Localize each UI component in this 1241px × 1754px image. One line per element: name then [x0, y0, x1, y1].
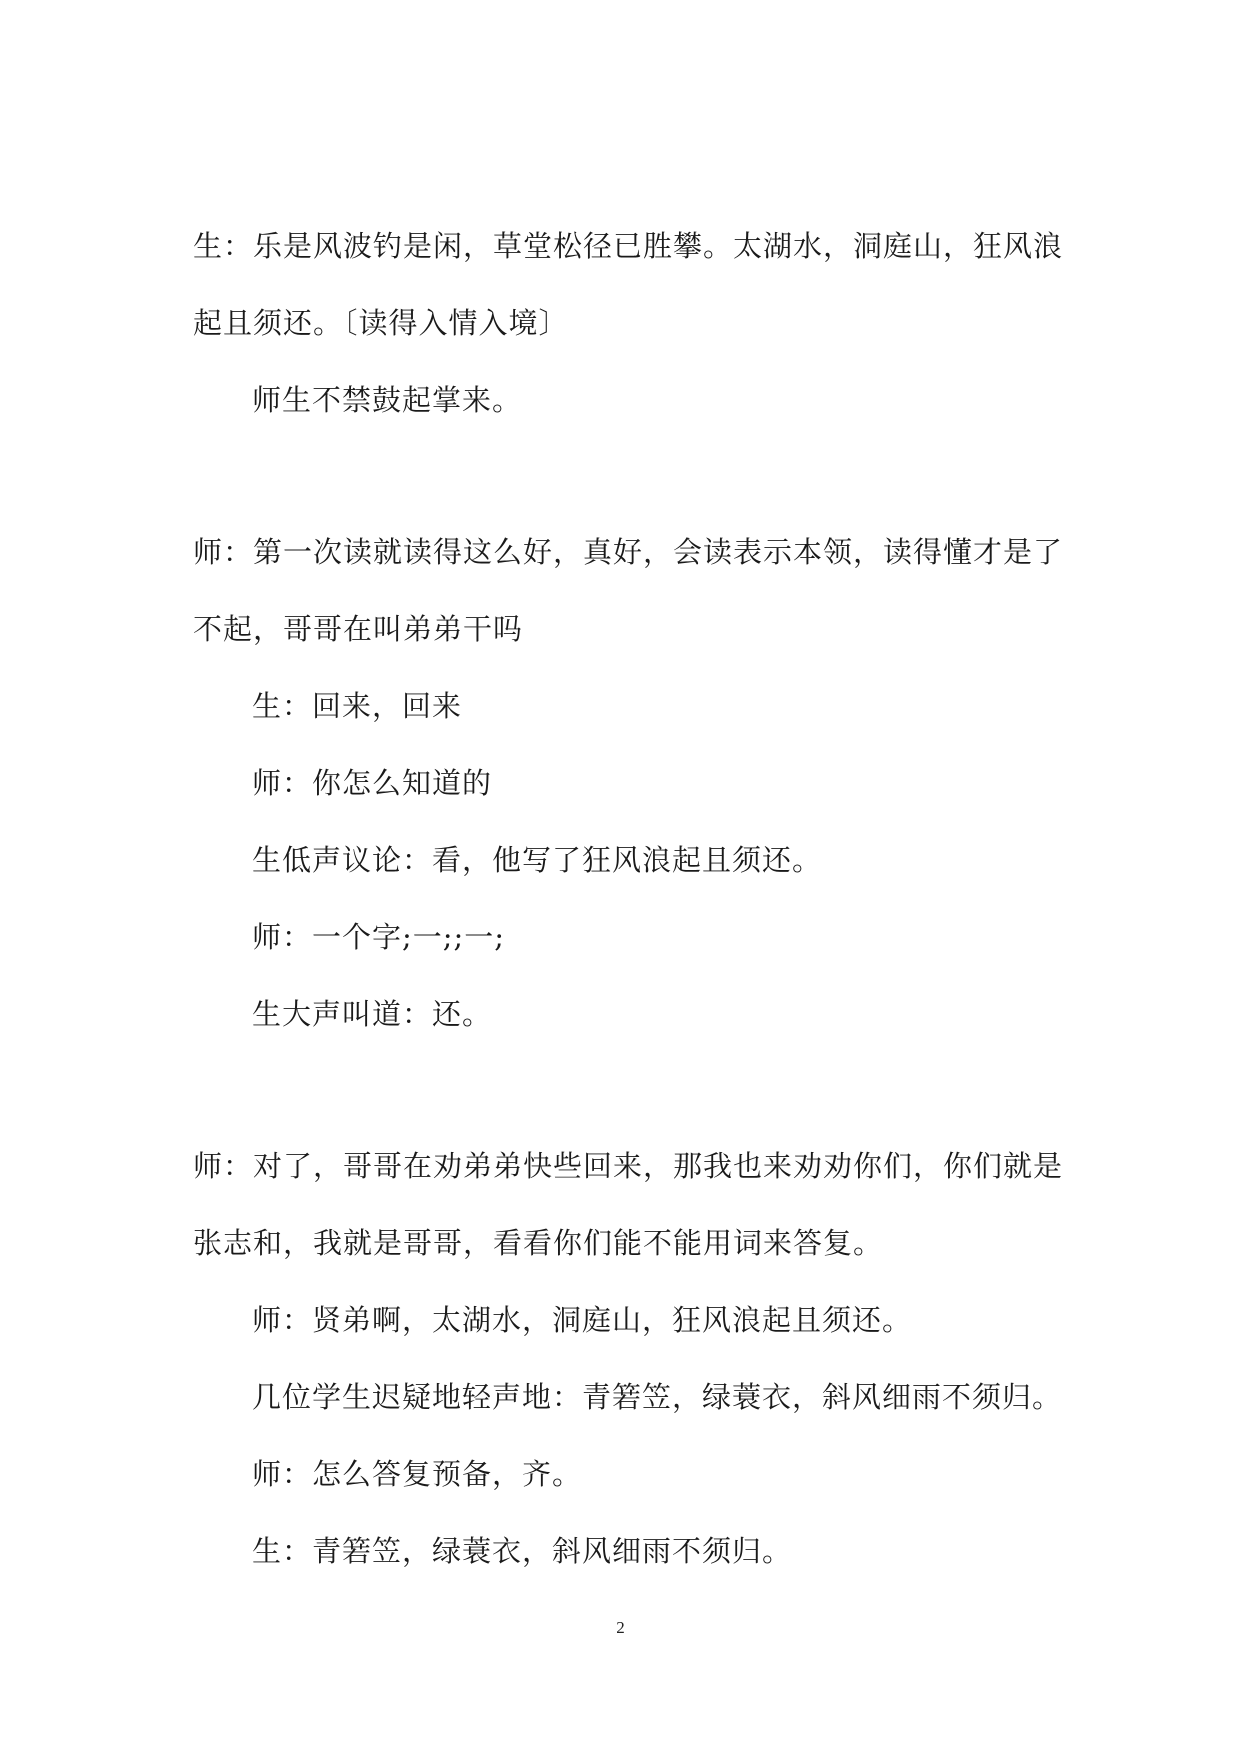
text-line: 张志和，我就是哥哥，看看你们能不能用词来答复。 [193, 1226, 884, 1260]
text-line: 生低声议论：看，他写了狂风浪起且须还。 [252, 843, 823, 877]
text-line: 生：乐是风波钓是闲，草堂松径已胜攀。太湖水，洞庭山，狂风浪 [193, 229, 1064, 263]
text-line: 师生不禁鼓起掌来。 [252, 383, 523, 417]
text-line: 师：你怎么知道的 [252, 766, 493, 800]
text-line: 师：贤弟啊，太湖水，洞庭山，狂风浪起且须还。 [252, 1303, 913, 1337]
text-line: 师：第一次读就读得这么好，真好，会读表示本领，读得懂才是了 [193, 535, 1064, 569]
text-line: 几位学生迟疑地轻声地：青箬笠，绿蓑衣，斜风细雨不须归。 [252, 1380, 1063, 1414]
text-line: 师：一个字;一;;一; [252, 920, 506, 954]
text-line: 师：怎么答复预备，齐。 [252, 1457, 583, 1491]
text-line: 生：回来，回来 [252, 689, 463, 723]
page-number: 2 [616, 1618, 625, 1637]
text-line: 起且须还。〔读得入情入境〕 [193, 306, 569, 340]
text-line: 不起，哥哥在叫弟弟干吗 [193, 612, 524, 646]
text-line: 师：对了，哥哥在劝弟弟快些回来，那我也来劝劝你们，你们就是 [193, 1149, 1064, 1183]
text-line: 生：青箬笠，绿蓑衣，斜风细雨不须归。 [252, 1534, 793, 1568]
text-line: 生大声叫道：还。 [252, 997, 493, 1031]
